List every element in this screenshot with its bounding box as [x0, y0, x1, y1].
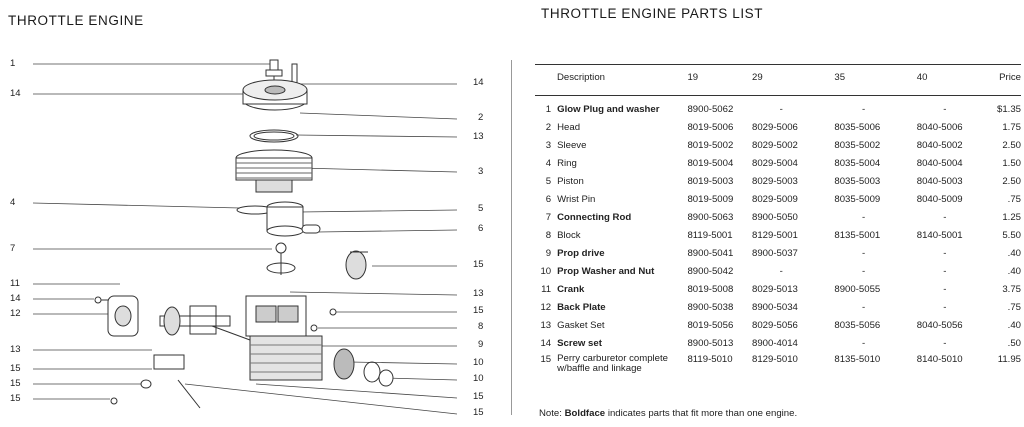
table-header-row: [535, 65, 1021, 96]
row-part-29: 8029-5013: [751, 283, 798, 295]
row-part-29: 8029-5056: [751, 319, 798, 331]
row-part-29: 8029-5009: [751, 193, 798, 205]
callout-13: 13: [473, 288, 484, 299]
row-part-29: -: [779, 265, 783, 277]
row-part-19: 8900-5062: [687, 103, 734, 115]
row-part-40: -: [943, 103, 947, 115]
row-part-19: 8019-5009: [687, 193, 734, 205]
row-number: 2: [545, 121, 552, 133]
parts-list-title: THROTTLE ENGINE PARTS LIST: [541, 6, 764, 21]
row-description: Piston: [557, 175, 584, 187]
header-price: Price: [997, 65, 1021, 96]
table-row: [535, 96, 1021, 119]
row-part-19: 8019-5004: [687, 157, 734, 169]
row-part-29: 8900-5037: [751, 247, 798, 259]
row-description: Perry carburetor complete w/baffle and linkage: [557, 353, 669, 374]
row-description: Ring: [557, 157, 577, 169]
row-part-40: -: [943, 211, 947, 223]
row-number: 8: [545, 229, 552, 241]
table-row: [535, 118, 1021, 136]
row-price: 1.50: [1002, 157, 1021, 169]
row-part-19: 8019-5002: [687, 139, 734, 151]
table-row: [535, 244, 1021, 262]
row-part-40: -: [943, 265, 947, 277]
row-part-35: 8035-5006: [834, 121, 881, 133]
callout-15: 15: [10, 393, 21, 404]
table-row: [535, 262, 1021, 280]
engine-diagram-title: THROTTLE ENGINE: [8, 13, 144, 28]
row-description: Sleeve: [557, 139, 587, 151]
row-description: Prop drive: [557, 247, 605, 259]
row-part-35: 8135-5010: [834, 354, 881, 365]
table-row: [535, 334, 1021, 352]
table-row: [535, 136, 1021, 154]
row-part-35: -: [861, 211, 866, 223]
callout-14: 14: [473, 77, 484, 88]
header-description: Description: [535, 65, 687, 96]
row-number: 5: [545, 175, 552, 187]
row-price: 2.50: [1002, 175, 1021, 187]
row-part-19: 8119-5010: [687, 354, 733, 365]
callout-6: 6: [478, 223, 484, 234]
callout-8: 8: [478, 321, 484, 332]
row-part-40: 8040-5056: [916, 319, 963, 331]
callout-15: 15: [473, 305, 484, 316]
header-40: 40: [917, 65, 997, 96]
header-19: 19: [687, 65, 752, 96]
row-number: 9: [545, 247, 552, 259]
row-part-35: -: [861, 265, 866, 277]
row-part-40: -: [943, 301, 947, 313]
row-part-19: 8119-5001: [687, 229, 733, 241]
row-part-29: 8129-5010: [751, 354, 798, 365]
row-part-40: 8140-5001: [916, 229, 963, 241]
row-number: 3: [545, 139, 552, 151]
row-part-35: -: [861, 337, 866, 349]
row-part-40: 8040-5002: [916, 139, 963, 151]
row-price: 5.50: [1002, 229, 1021, 241]
row-description: Wrist Pin: [557, 193, 596, 205]
row-part-40: 8040-5006: [916, 121, 963, 133]
row-part-40: -: [943, 247, 947, 259]
row-price: .75: [1007, 193, 1021, 205]
row-number: 4: [545, 157, 552, 169]
row-part-19: 8019-5006: [687, 121, 734, 133]
row-price: .40: [1007, 319, 1021, 331]
row-part-35: 8035-5003: [834, 175, 881, 187]
table-row: [535, 352, 1021, 390]
row-price: 3.75: [1002, 283, 1021, 295]
row-description: Screw set: [557, 337, 602, 349]
row-number: 13: [540, 319, 552, 331]
footnote: [539, 408, 797, 419]
row-part-35: 8035-5056: [834, 319, 881, 331]
row-number: 6: [545, 193, 552, 205]
row-number: 14: [540, 337, 552, 349]
row-part-29: 8900-4014: [751, 337, 798, 349]
row-description: Block: [557, 229, 581, 241]
row-number: 12: [540, 301, 552, 313]
table-row: [535, 226, 1021, 244]
row-part-19: 8900-5041: [687, 247, 734, 259]
row-description: Back Plate: [557, 301, 606, 313]
callout-14: 14: [10, 88, 21, 99]
row-description: Gasket Set: [557, 319, 605, 331]
callout-5: 5: [478, 203, 484, 214]
note-suffix: indicates parts that fit more than one engine.: [607, 408, 798, 419]
callout-1: 1: [10, 58, 16, 69]
row-part-40: -: [943, 337, 947, 349]
callout-15: 15: [473, 259, 484, 270]
row-number: 11: [541, 283, 552, 295]
callout-7: 7: [10, 243, 16, 254]
row-part-29: 8029-5004: [751, 157, 798, 169]
callout-10: 10: [473, 373, 484, 384]
row-part-19: 8900-5042: [687, 265, 734, 277]
row-part-29: 8029-5006: [751, 121, 798, 133]
row-part-29: 8900-5034: [751, 301, 798, 313]
callout-13: 13: [10, 344, 21, 355]
row-part-29: 8900-5050: [751, 211, 798, 223]
row-price: .50: [1007, 337, 1021, 349]
row-part-29: 8029-5002: [751, 139, 798, 151]
row-price: 11.95: [997, 354, 1021, 365]
row-price: 1.75: [1002, 121, 1021, 133]
row-part-19: 8900-5013: [687, 337, 734, 349]
table-row: [535, 208, 1021, 226]
row-part-35: 8035-5004: [834, 157, 881, 169]
row-part-40: 8140-5010: [916, 354, 963, 365]
row-description: Connecting Rod: [557, 211, 632, 223]
table-row: [535, 316, 1021, 334]
callout-12: 12: [10, 308, 21, 319]
row-price: 1.25: [1002, 211, 1021, 223]
row-part-19: 8019-5008: [687, 283, 734, 295]
table-row: [535, 190, 1021, 208]
row-part-29: 8029-5003: [751, 175, 798, 187]
row-price: .75: [1007, 301, 1021, 313]
row-part-19: 8019-5003: [687, 175, 734, 187]
row-description: Prop Washer and Nut: [557, 265, 655, 277]
row-part-35: 8900-5055: [834, 283, 881, 295]
callout-4: 4: [10, 197, 16, 208]
exploded-engine-diagram: [0, 0, 510, 427]
callout-15: 15: [473, 391, 484, 402]
row-part-35: -: [861, 247, 866, 259]
table-row: [535, 280, 1021, 298]
page-divider: [511, 60, 514, 415]
row-description: Crank: [557, 283, 585, 295]
row-number: 1: [545, 103, 552, 115]
row-number: 10: [540, 265, 552, 277]
row-description: Head: [557, 121, 581, 133]
row-part-29: 8129-5001: [751, 229, 798, 241]
table-row: [535, 172, 1021, 190]
row-part-29: -: [779, 103, 783, 115]
row-part-40: 8040-5003: [916, 175, 963, 187]
row-price: .40: [1007, 265, 1021, 277]
callout-15: 15: [473, 407, 484, 418]
row-price: $1.35: [996, 103, 1021, 115]
row-part-40: 8040-5009: [916, 193, 963, 205]
table-row: [535, 298, 1021, 316]
row-price: 2.50: [1002, 139, 1021, 151]
header-35: 35: [834, 65, 916, 96]
callout-15: 15: [10, 363, 21, 374]
row-part-40: 8040-5004: [916, 157, 963, 169]
row-part-35: -: [861, 301, 866, 313]
row-part-19: 8900-5038: [687, 301, 734, 313]
row-part-35: 8035-5009: [834, 193, 881, 205]
row-number: 15: [540, 354, 552, 365]
callout-3: 3: [478, 166, 484, 177]
callout-13: 13: [473, 131, 484, 142]
callout-15: 15: [10, 378, 21, 389]
note-prefix: Note:: [539, 408, 562, 419]
row-part-35: 8035-5002: [834, 139, 881, 151]
row-part-19: 8900-5063: [687, 211, 734, 223]
row-description: Glow Plug and washer: [557, 103, 660, 115]
callout-9: 9: [478, 339, 484, 350]
row-part-35: -: [861, 103, 866, 115]
callout-2: 2: [478, 112, 484, 123]
row-part-40: -: [943, 283, 947, 295]
note-bold: Boldface: [564, 408, 606, 419]
callout-14: 14: [10, 293, 21, 304]
row-price: .40: [1007, 247, 1021, 259]
parts-table: [535, 64, 1021, 390]
callout-10: 10: [473, 357, 484, 368]
row-part-35: 8135-5001: [834, 229, 881, 241]
table-row: [535, 154, 1021, 172]
callout-11: 11: [10, 278, 20, 289]
header-29: 29: [752, 65, 834, 96]
row-number: 7: [545, 211, 552, 223]
row-part-19: 8019-5056: [687, 319, 734, 331]
